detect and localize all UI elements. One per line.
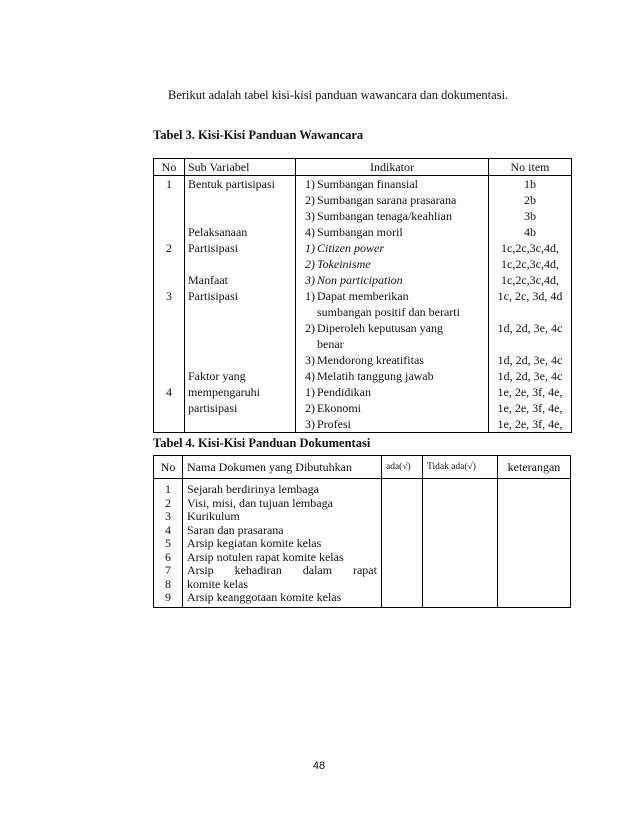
indikator-text: Citizen power — [317, 241, 385, 255]
row-sub-variabel — [185, 192, 296, 208]
table-row — [154, 352, 572, 368]
table-row — [154, 256, 572, 272]
indikator-text: Sumbangan sarana prasarana — [317, 193, 457, 207]
indikator-number: 3) — [305, 209, 315, 223]
row-no-item: 1e, 2e, 3f, 4e, — [497, 417, 563, 431]
table-row — [154, 192, 572, 208]
doc-number: 2 — [165, 495, 171, 510]
intro-text: Berikut adalah tabel kisi-kisi panduan wawancara dan dokumentasi. — [168, 88, 509, 102]
row-indikator — [296, 304, 489, 320]
indikator-number: 2) — [305, 193, 315, 207]
doc-number: 9 — [165, 590, 171, 604]
row-no-item: 4b — [524, 225, 536, 239]
row-sub-variabel — [185, 320, 296, 336]
row-no — [154, 224, 185, 240]
doc-numbers-cell — [154, 479, 183, 608]
interview-grid-table — [153, 158, 572, 433]
header-nama-dokumen: Nama Dokumen yang Dibutuhkan — [183, 456, 382, 479]
indikator-number: 3) — [305, 273, 315, 287]
doc-number: 7 — [165, 563, 171, 577]
row-no — [154, 208, 185, 224]
row-no: 1 — [154, 176, 185, 193]
indikator-text: Dapat memberikan — [317, 289, 409, 303]
doc-name — [187, 564, 377, 578]
row-indikator — [296, 352, 489, 368]
indikator-text: Diperoleh keputusan yang — [317, 321, 443, 335]
table-row — [154, 176, 572, 193]
indikator-number: 2) — [305, 401, 315, 415]
doc-number: 8 — [165, 576, 171, 591]
table-body-row — [154, 479, 571, 608]
header-no: No — [154, 456, 183, 479]
doc-name-word: dalam — [302, 563, 333, 577]
table-row — [154, 272, 572, 288]
row-indikator — [296, 400, 489, 416]
documentation-grid-table — [153, 455, 571, 608]
row-sub-variabel: partisipasi — [185, 400, 296, 416]
table-row — [154, 368, 572, 384]
table-row — [154, 208, 572, 224]
doc-name: Kurikulum — [187, 509, 240, 523]
row-no — [154, 256, 185, 272]
row-no: 3 — [154, 288, 185, 304]
table-row — [154, 288, 572, 304]
row-indikator — [296, 288, 489, 304]
table-row — [154, 240, 572, 256]
indikator-text: Pendidikan — [317, 385, 371, 399]
row-indikator — [296, 176, 489, 193]
header-no-item: No item — [489, 159, 572, 176]
doc-number: 1 — [165, 482, 171, 496]
row-sub-variabel: mempengaruhi — [185, 384, 296, 400]
indikator-text: Profesi — [317, 417, 351, 431]
row-sub-variabel: Pelaksanaan — [185, 224, 296, 240]
row-indikator — [296, 384, 489, 400]
indikator-number: 1) — [305, 177, 315, 191]
table4-caption: Tabel 4. Kisi-Kisi Panduan Dokumentasi — [153, 436, 371, 450]
table-row — [154, 400, 572, 416]
row-no-item: 1c,2c,3c,4d, — [501, 273, 559, 287]
row-indikator — [296, 240, 489, 256]
row-indikator — [296, 224, 489, 240]
row-no — [154, 272, 185, 288]
row-sub-variabel — [185, 304, 296, 320]
indikator-number: 1) — [305, 241, 315, 255]
doc-name: Arsip notulen rapat komite kelas — [187, 549, 344, 564]
indikator-number: 2) — [305, 257, 315, 271]
row-indikator — [296, 416, 489, 433]
page-number: 48 — [312, 760, 326, 772]
indikator-text: sumbangan positif dan berarti — [317, 305, 460, 319]
table-header-row — [154, 159, 572, 176]
table-row — [154, 416, 572, 433]
row-no — [154, 416, 185, 433]
header-tidak-ada: Tidak ada(√) — [423, 456, 498, 479]
row-indikator — [296, 368, 489, 384]
tidak-ada-checkbox-cell[interactable] — [423, 479, 498, 608]
row-sub-variabel — [185, 336, 296, 352]
row-no — [154, 352, 185, 368]
indikator-number: 4) — [305, 225, 315, 239]
row-no — [154, 320, 185, 336]
header-ada: ada(√) — [382, 456, 423, 479]
indikator-text: Ekonomi — [317, 401, 361, 415]
row-sub-variabel: Faktor yang — [185, 368, 296, 384]
doc-number: 4 — [165, 522, 171, 537]
row-sub-variabel: Manfaat — [185, 272, 296, 288]
indikator-number: 2) — [305, 321, 315, 335]
row-no — [154, 192, 185, 208]
doc-name: Arsip keanggotaan komite kelas — [187, 590, 342, 604]
indikator-number: 4) — [305, 369, 315, 383]
doc-name-word: rapat — [352, 563, 377, 577]
row-sub-variabel — [185, 256, 296, 272]
row-no-item: 1d, 2d, 3e, 4c — [497, 369, 563, 383]
indikator-text: benar — [317, 337, 344, 351]
header-sub-variabel: Sub Variabel — [185, 159, 296, 176]
row-sub-variabel — [185, 352, 296, 368]
indikator-text: Tokeinisme — [317, 257, 371, 271]
row-indikator — [296, 336, 489, 352]
indikator-number: 1) — [305, 289, 315, 303]
doc-name: komite kelas — [187, 576, 248, 591]
doc-name-word: Arsip — [187, 563, 214, 577]
doc-number: 5 — [165, 536, 171, 550]
row-no-item: 1e, 2e, 3f, 4e, — [497, 385, 563, 399]
doc-name-word: kehadiran — [234, 563, 282, 577]
row-no: 4 — [154, 384, 185, 400]
row-no-item: 1d, 2d, 3e, 4c — [497, 353, 563, 367]
table-row — [154, 336, 572, 352]
row-no-item: 3b — [524, 209, 536, 223]
row-no-item: 1e, 2e, 3f, 4e, — [497, 401, 563, 415]
row-sub-variabel: Bentuk partisipasi — [185, 176, 296, 193]
table-row — [154, 320, 572, 336]
doc-names-cell — [183, 479, 382, 608]
row-no: 2 — [154, 240, 185, 256]
doc-number: 3 — [165, 509, 171, 523]
row-no-item: 1b — [524, 177, 536, 191]
header-indikator: Indikator — [296, 159, 489, 176]
row-no-item: 1c, 2c, 3d, 4d — [497, 289, 563, 303]
row-no — [154, 368, 185, 384]
row-no — [154, 336, 185, 352]
row-sub-variabel: Partisipasi — [185, 240, 296, 256]
table-row — [154, 384, 572, 400]
table-row — [154, 224, 572, 240]
header-no: No — [154, 159, 185, 176]
doc-name: Saran dan prasarana — [187, 522, 284, 537]
indikator-number: 3) — [305, 417, 315, 431]
row-indikator — [296, 320, 489, 336]
row-indikator — [296, 272, 489, 288]
doc-name: Visi, misi, dan tujuan lembaga — [187, 495, 333, 510]
row-no — [154, 400, 185, 416]
row-no-item — [489, 336, 572, 352]
row-no-item — [489, 304, 572, 320]
table-header-row — [154, 456, 571, 479]
indikator-number: 1) — [305, 385, 315, 399]
row-sub-variabel — [185, 416, 296, 433]
ada-checkbox-cell[interactable] — [382, 479, 423, 608]
row-indikator — [296, 192, 489, 208]
indikator-text: Sumbangan tenaga/keahlian — [317, 209, 452, 223]
doc-number: 6 — [165, 549, 171, 564]
header-keterangan: keterangan — [498, 456, 571, 479]
table3-caption: Tabel 3. Kisi-Kisi Panduan Wawancara — [153, 128, 364, 142]
indikator-text: Sumbangan moril — [317, 225, 403, 239]
row-sub-variabel — [185, 208, 296, 224]
indikator-text: Mendorong kreatifitas — [317, 353, 424, 367]
doc-name: Sejarah berdirinya lembaga — [187, 482, 319, 496]
row-no-item: 1c,2c,3c,4d, — [501, 241, 559, 255]
table-row — [154, 304, 572, 320]
indikator-text: Sumbangan finansial — [317, 177, 418, 191]
keterangan-cell[interactable] — [498, 479, 571, 608]
row-sub-variabel: Partisipasi — [185, 288, 296, 304]
row-indikator — [296, 256, 489, 272]
indikator-text: Melatih tanggung jawab — [317, 369, 434, 383]
indikator-number: 3) — [305, 353, 315, 367]
doc-name: Arsip kegiatan komite kelas — [187, 536, 322, 550]
row-no-item: 2b — [524, 193, 536, 207]
indikator-text: Non participation — [317, 273, 403, 287]
row-no-item: 1d, 2d, 3e, 4c — [497, 321, 563, 335]
row-no — [154, 304, 185, 320]
row-indikator — [296, 208, 489, 224]
row-no-item: 1c,2c,3c,4d, — [501, 257, 559, 271]
